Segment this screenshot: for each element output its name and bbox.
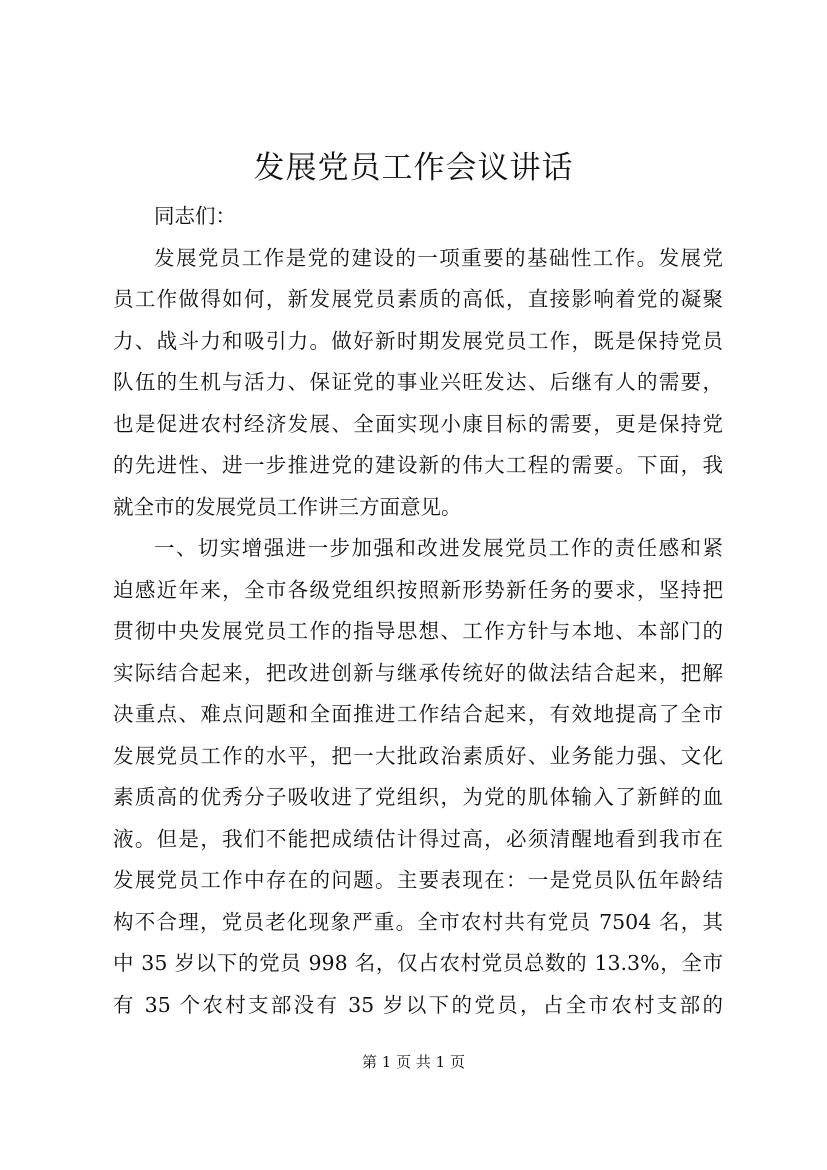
paragraph-line: 发展党员工作的水平，把一大批政治素质好、业务能力强、文化 [113,743,723,768]
paragraph-line: 决重点、难点问题和全面推进工作结合起来，有效地提高了全市 [113,702,723,726]
paragraph-line: 也是促进农村经济发展、全面实现小康目标的需要，更是保持党 [113,411,723,436]
paragraph-line: 素质高的优秀分子吸收进了党组织，为党的肌体输入了新鲜的血 [113,785,723,809]
paragraph-line: 发展党员工作中存在的问题。主要表现在：一是党员队伍年龄结 [113,868,723,892]
paragraph-line: 就全市的发展党员工作讲三方面意见。 [113,494,462,519]
paragraph-line: 构不合理，党员老化现象严重。全市农村共有党员 7504 名，其 [113,909,723,934]
paragraph-line: 有 35 个农村支部没有 35 岁以下的党员，占全市农村支部的 [113,992,723,1017]
page-number-footer: 第 1 页 共 1 页 [362,1053,465,1071]
paragraph-line: 液。但是，我们不能把成绩估计得过高，必须清醒地看到我市在 [113,826,723,851]
paragraph-line: 力、战斗力和吸引力。做好新时期发展党员工作，既是保持党员 [113,328,723,353]
paragraph-line: 队伍的生机与活力、保证党的事业兴旺发达、后继有人的需要， [113,370,723,394]
paragraph-line: 实际结合起来，把改进创新与继承传统好的做法结合起来，把解 [113,660,723,685]
paragraph-line: 一、切实增强进一步加强和改进发展党员工作的责任感和紧 [154,536,723,560]
paragraph-line: 贯彻中央发展党员工作的指导思想、工作方针与本地、本部门的 [113,619,723,643]
salutation-line: 同志们： [154,204,236,228]
paragraph-line: 发展党员工作是党的建设的一项重要的基础性工作。发展党 [154,245,723,270]
document-title: 发展党员工作会议讲话 [253,150,574,186]
paragraph-line: 员工作做得如何，新发展党员素质的高低，直接影响着党的凝聚 [113,287,723,311]
paragraph-line: 中 35 岁以下的党员 998 名，仅占农村党员总数的 13.3%，全市 [113,951,723,975]
document-body [113,196,723,1026]
paragraph-line: 的先进性、进一步推进党的建设新的伟大工程的需要。下面，我 [113,453,723,477]
paragraph-line: 迫感近年来，全市各级党组织按照新形势新任务的要求，坚持把 [113,577,723,602]
